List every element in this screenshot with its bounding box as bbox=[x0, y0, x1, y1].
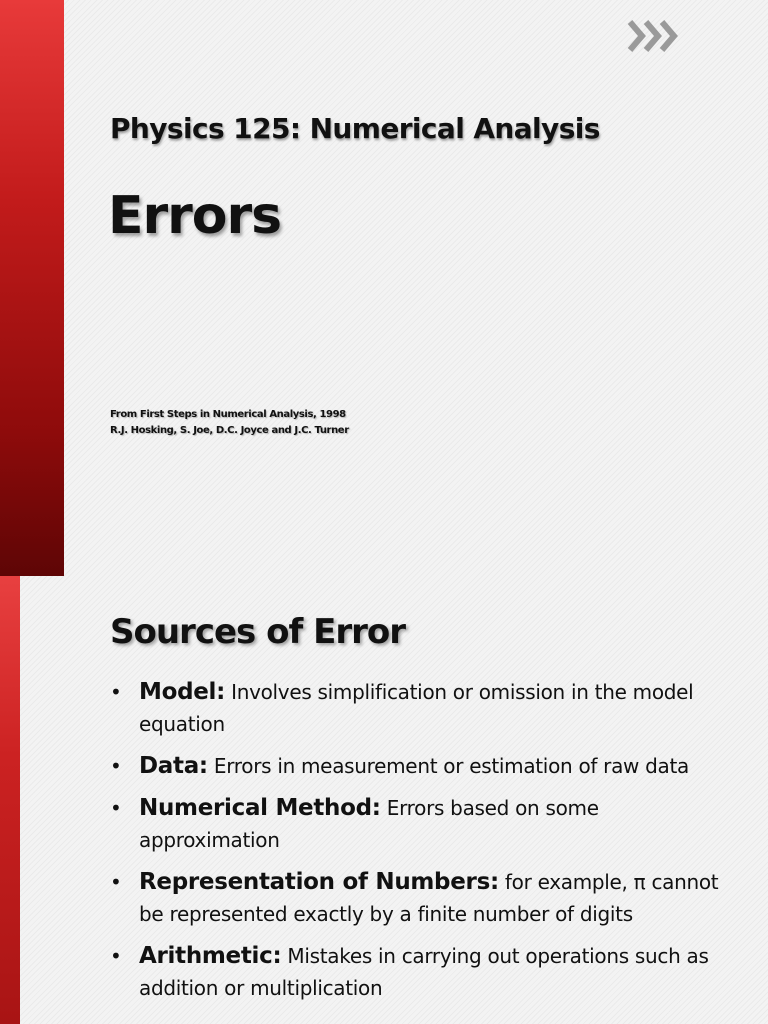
bullet-model bbox=[110, 676, 730, 740]
bullet-text: Errors in measurement or estimation of raw data bbox=[207, 754, 690, 778]
course-title: Physics 125: Numerical Analysis bbox=[110, 112, 600, 145]
bullet-term: Arithmetic: bbox=[139, 943, 282, 969]
bullet-term: Numerical Method: bbox=[139, 795, 381, 821]
content-slide bbox=[0, 576, 768, 1024]
bullet-text: Mistakes in carrying out operations such as addition or multiplication bbox=[139, 944, 709, 1000]
bullet-term: Representation of Numbers: bbox=[139, 869, 499, 895]
authors-line: R.J. Hosking, S. Joe, D.C. Joyce and J.C. Turner bbox=[110, 425, 349, 436]
bullet-list bbox=[110, 676, 730, 1014]
bullet-text: Involves simplification or omission in the model equation bbox=[139, 680, 694, 736]
bullet-icon: • bbox=[110, 754, 122, 778]
bullet-representation bbox=[110, 866, 730, 930]
bullet-text: Errors based on some approximation bbox=[139, 796, 599, 852]
citation bbox=[110, 407, 349, 439]
bullet-icon: • bbox=[110, 944, 122, 968]
section-title: Sources of Error bbox=[110, 612, 405, 652]
chevrons-right-icon bbox=[626, 16, 684, 56]
bullet-term: Model: bbox=[139, 679, 226, 705]
bullet-icon: • bbox=[110, 870, 122, 894]
bullet-term: Data: bbox=[139, 753, 208, 779]
bullet-icon: • bbox=[110, 796, 122, 820]
bullet-text: for example, π cannot be represented exactly by a finite number of digits bbox=[139, 870, 719, 926]
source-line: From First Steps in Numerical Analysis, 1998 bbox=[110, 409, 346, 420]
accent-bar bbox=[0, 0, 64, 576]
bullet-numerical-method bbox=[110, 792, 730, 856]
bullet-data bbox=[110, 750, 730, 782]
bullet-arithmetic bbox=[110, 940, 730, 1004]
bullet-icon: • bbox=[110, 680, 122, 704]
accent-bar bbox=[0, 576, 20, 1024]
slide-title: Errors bbox=[108, 186, 282, 246]
